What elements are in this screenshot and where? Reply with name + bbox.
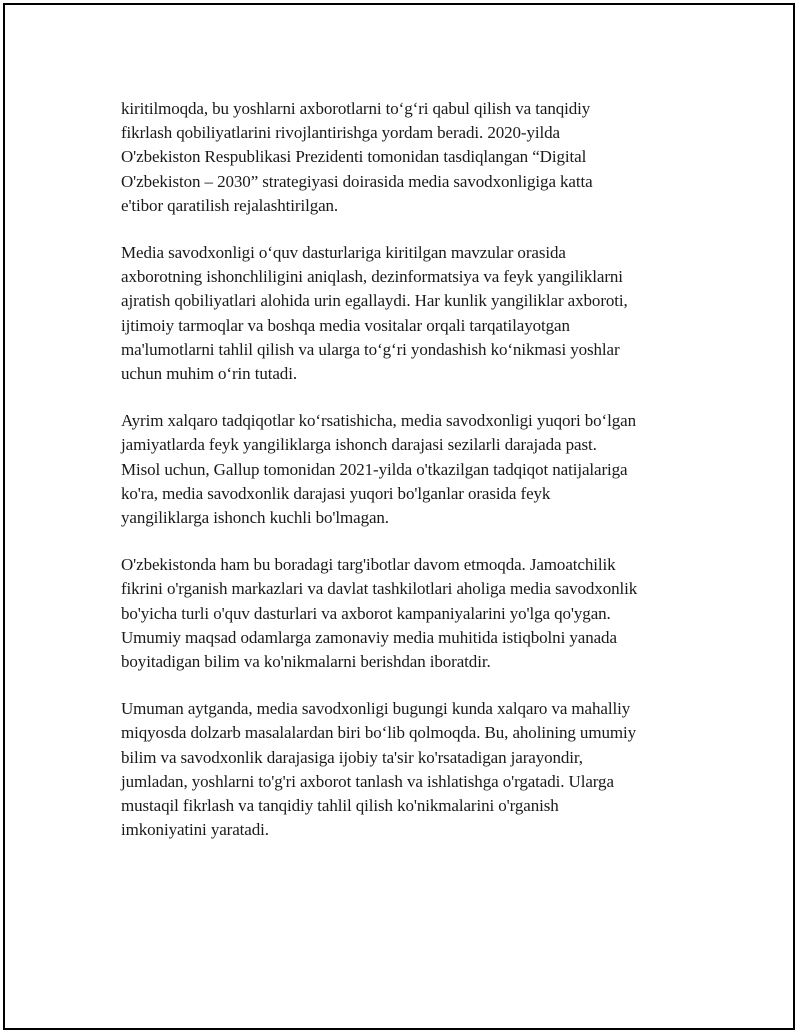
text-line: ijtimoiy tarmoqlar va boshqa media vositalar orqali tarqatilayotgan [121, 315, 570, 335]
text-line: yangiliklarga ishonch kuchli bo'lmagan. [121, 508, 389, 528]
text-line: O'zbekistonda ham bu boradagi targ'ibotlar davom etmoqda. Jamoatchilik [121, 555, 616, 575]
text-line: Umuman aytganda, media savodxonligi bugungi kunda xalqaro va mahalliy [121, 699, 631, 719]
text-line: jamiyatlarda feyk yangiliklarga ishonch darajasi sezilarli darajada past. [121, 435, 597, 455]
text-line: Media savodxonligi o‘quv dasturlariga kiritilgan mavzular orasida [121, 243, 566, 263]
text-line: O'zbekiston – 2030” strategiyasi doirasida media savodxonligiga katta [121, 171, 593, 191]
text-line: bo'yicha turli o'quv dasturlari va axborot kampaniyalarini yo'lga qo'ygan. [121, 603, 611, 623]
text-line: jumladan, yoshlarni to'g'ri axborot tanlash va ishlatishga o'rgatadi. Ularga [121, 771, 614, 791]
text-line: e'tibor qaratilish rejalashtirilgan. [121, 195, 339, 215]
text-line: O'zbekiston Respublikasi Prezidenti tomonidan tasdiqlangan “Digital [121, 147, 587, 167]
text-line: axborotning ishonchliligini aniqlash, dezinformatsiya va feyk yangiliklarni [121, 267, 623, 287]
paragraph-1 [121, 97, 721, 218]
text-line: miqyosda dolzarb masalalardan biri bo‘lib qolmoqda. Bu, aholining umumiy [121, 723, 636, 743]
text-line: ko'ra, media savodxonlik darajasi yuqori bo'lganlar orasida feyk [121, 483, 551, 503]
text-line: Ayrim xalqaro tadqiqotlar ko‘rsatishicha, media savodxonligi yuqori bo‘lgan [121, 411, 636, 431]
paragraph-2 [121, 241, 721, 386]
text-line: fikrini o'rganish markazlari va davlat tashkilotlari aholiga media savodxonlik [121, 579, 638, 599]
text-line: imkoniyatini yaratadi. [121, 820, 269, 840]
text-line: fikrlash qobiliyatlarini rivojlantirishga yordam beradi. 2020-yilda [121, 123, 560, 143]
text-line: bilim va savodxonlik darajasiga ijobiy ta'sir ko'rsatadigan jarayondir, [121, 747, 583, 767]
text-line: ajratish qobiliyatlari alohida urin egallaydi. Har kunlik yangiliklar axboroti, [121, 291, 628, 311]
document-body [121, 97, 721, 865]
text-line: uchun muhim o‘rin tutadi. [121, 364, 297, 384]
page-frame [3, 3, 795, 1030]
text-line: mustaqil fikrlash va tanqidiy tahlil qilish ko'nikmalarini o'rganish [121, 796, 559, 816]
text-line: Umumiy maqsad odamlarga zamonaviy media muhitida istiqbolni yanada [121, 627, 617, 647]
paragraph-3 [121, 409, 721, 530]
paragraph-5 [121, 697, 721, 842]
paragraph-4 [121, 553, 721, 674]
text-line: ma'lumotlarni tahlil qilish va ularga to‘g‘ri yondashish ko‘nikmasi yoshlar [121, 339, 620, 359]
text-line: Misol uchun, Gallup tomonidan 2021-yilda o'tkazilgan tadqiqot natijalariga [121, 459, 628, 479]
text-line: boyitadigan bilim va ko'nikmalarni berishdan iboratdir. [121, 652, 491, 672]
text-line: kiritilmoqda, bu yoshlarni axborotlarni to‘g‘ri qabul qilish va tanqidiy [121, 99, 591, 118]
